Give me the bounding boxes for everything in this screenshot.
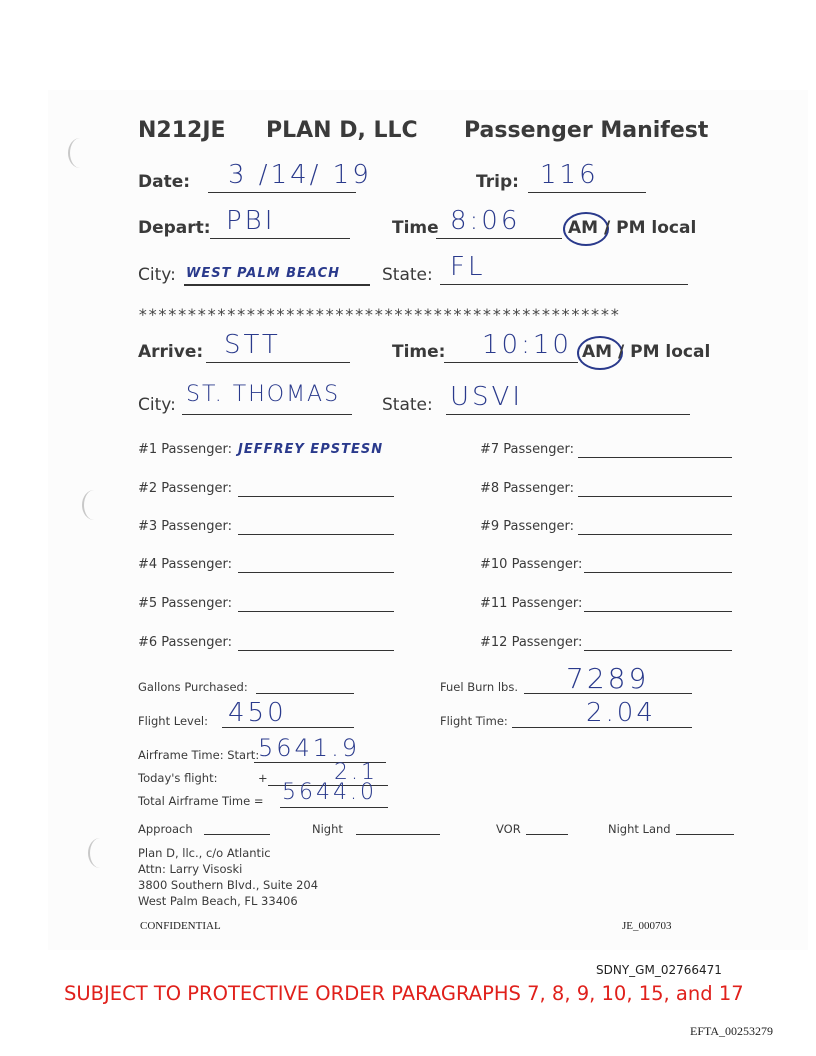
trip-label: Trip:	[476, 172, 519, 192]
depart-city-label: City:	[138, 265, 176, 285]
flight-level-value: 450	[228, 698, 287, 728]
arrive-time-value: 10:10	[482, 330, 572, 360]
passenger-8-line	[578, 496, 732, 497]
arrive-state-value: USVI	[450, 382, 523, 412]
passenger-4-label: #4 Passenger:	[138, 557, 233, 572]
vor-line	[526, 834, 568, 835]
address-line-4: West Palm Beach, FL 33406	[138, 894, 298, 908]
todays-flight-value: 2.1	[334, 760, 378, 785]
arrive-time-line	[444, 362, 578, 363]
trip-line	[528, 192, 646, 193]
depart-city-line	[184, 284, 370, 286]
passenger-5-line	[238, 611, 394, 612]
star-divider: *************************************************	[138, 305, 620, 324]
passenger-6-line	[238, 650, 394, 651]
flight-time-line	[512, 727, 692, 728]
depart-state-value: FL	[450, 252, 486, 282]
fuel-burn-line	[524, 693, 692, 694]
night-land-label: Night Land	[608, 822, 671, 836]
arrive-state-line	[446, 414, 690, 415]
passenger-9-label: #9 Passenger:	[480, 519, 575, 534]
document-id: JE_000703	[622, 920, 672, 932]
arrive-label: Arrive:	[138, 342, 204, 362]
passenger-11-label: #11 Passenger:	[480, 596, 583, 611]
todays-flight-label: Today's flight:	[138, 771, 218, 785]
total-airframe-value: 5644.0	[282, 780, 377, 805]
approach-label: Approach	[138, 822, 193, 836]
depart-city-value: WEST PALM BEACH	[186, 266, 340, 281]
passenger-9-line	[578, 534, 732, 535]
binder-hole-bottom	[88, 838, 112, 868]
arrive-pm-local: / PM local	[618, 342, 711, 362]
fuel-burn-value: 7289	[566, 662, 650, 695]
passenger-2-line	[238, 496, 394, 497]
depart-state-line	[440, 284, 688, 285]
arrive-city-line	[182, 414, 352, 415]
airframe-start-value: 5641.9	[258, 734, 360, 762]
airframe-start-label: Airframe Time: Start:	[138, 748, 260, 762]
total-airframe-line	[280, 807, 388, 808]
tail-number: N212JE	[138, 118, 226, 143]
depart-time-value: 8:06	[450, 206, 521, 236]
date-line	[208, 192, 356, 193]
binder-hole-middle	[82, 490, 106, 520]
depart-label: Depart:	[138, 218, 211, 238]
trip-value: 116	[540, 160, 599, 190]
date-value: 3 /14/ 19	[228, 160, 372, 190]
passenger-10-line	[584, 572, 732, 573]
arrive-value: STT	[224, 330, 281, 360]
depart-time-label: Time	[392, 218, 439, 238]
arrive-city-value: ST. THOMAS	[186, 382, 341, 407]
passenger-5-label: #5 Passenger:	[138, 596, 233, 611]
date-label: Date:	[138, 172, 191, 192]
approach-line	[204, 834, 270, 835]
arrive-time-label: Time:	[392, 342, 446, 362]
passenger-7-line	[578, 457, 732, 458]
passenger-1-value: JEFFREY EPSTESN	[238, 442, 384, 457]
efta-number: EFTA_00253279	[690, 1024, 774, 1038]
protective-order-notice: SUBJECT TO PROTECTIVE ORDER PARAGRAPHS 7, 8, 9, 10, 15, and 17	[64, 982, 744, 1005]
todays-flight-plus: +	[258, 771, 268, 785]
binder-hole-top	[68, 138, 92, 168]
arrive-line	[206, 362, 350, 363]
passenger-3-label: #3 Passenger:	[138, 519, 233, 534]
passenger-12-line	[584, 650, 732, 651]
flight-time-value: 2.04	[586, 698, 656, 728]
depart-pm-local: / PM local	[604, 218, 697, 238]
passenger-2-label: #2 Passenger:	[138, 481, 233, 496]
depart-time-line	[436, 238, 562, 239]
passenger-7-label: #7 Passenger:	[480, 442, 575, 457]
night-line	[356, 834, 440, 835]
depart-line	[210, 238, 350, 239]
address-line-3: 3800 Southern Blvd., Suite 204	[138, 878, 319, 892]
passenger-12-label: #12 Passenger:	[480, 635, 583, 650]
gallons-line	[256, 693, 354, 694]
passenger-8-label: #8 Passenger:	[480, 481, 575, 496]
arrive-state-label: State:	[382, 395, 433, 415]
gallons-label: Gallons Purchased:	[138, 680, 248, 694]
confidential-stamp: CONFIDENTIAL	[140, 920, 221, 932]
flight-time-label: Flight Time:	[440, 714, 508, 728]
depart-am: AM	[568, 218, 599, 238]
passenger-1-label: #1 Passenger:	[138, 442, 233, 457]
total-airframe-label: Total Airframe Time =	[138, 794, 264, 808]
flight-level-label: Flight Level:	[138, 714, 208, 728]
passenger-4-line	[238, 572, 394, 573]
night-label: Night	[312, 822, 343, 836]
passenger-11-line	[584, 611, 732, 612]
address-line-2: Attn: Larry Visoski	[138, 862, 243, 876]
depart-state-label: State:	[382, 265, 433, 285]
address-line-1: Plan D, llc., c/o Atlantic	[138, 846, 271, 860]
company-name: PLAN D, LLC	[266, 118, 418, 143]
flight-level-line	[222, 727, 354, 728]
vor-label: VOR	[496, 822, 521, 836]
bates-number: SDNY_GM_02766471	[596, 963, 722, 977]
depart-value: PBI	[226, 206, 276, 236]
arrive-am: AM	[582, 342, 613, 362]
night-land-line	[676, 834, 734, 835]
form-title: Passenger Manifest	[464, 118, 709, 143]
fuel-burn-label: Fuel Burn lbs.	[440, 680, 518, 694]
arrive-city-label: City:	[138, 395, 176, 415]
passenger-10-label: #10 Passenger:	[480, 557, 583, 572]
passenger-3-line	[238, 534, 394, 535]
passenger-6-label: #6 Passenger:	[138, 635, 233, 650]
